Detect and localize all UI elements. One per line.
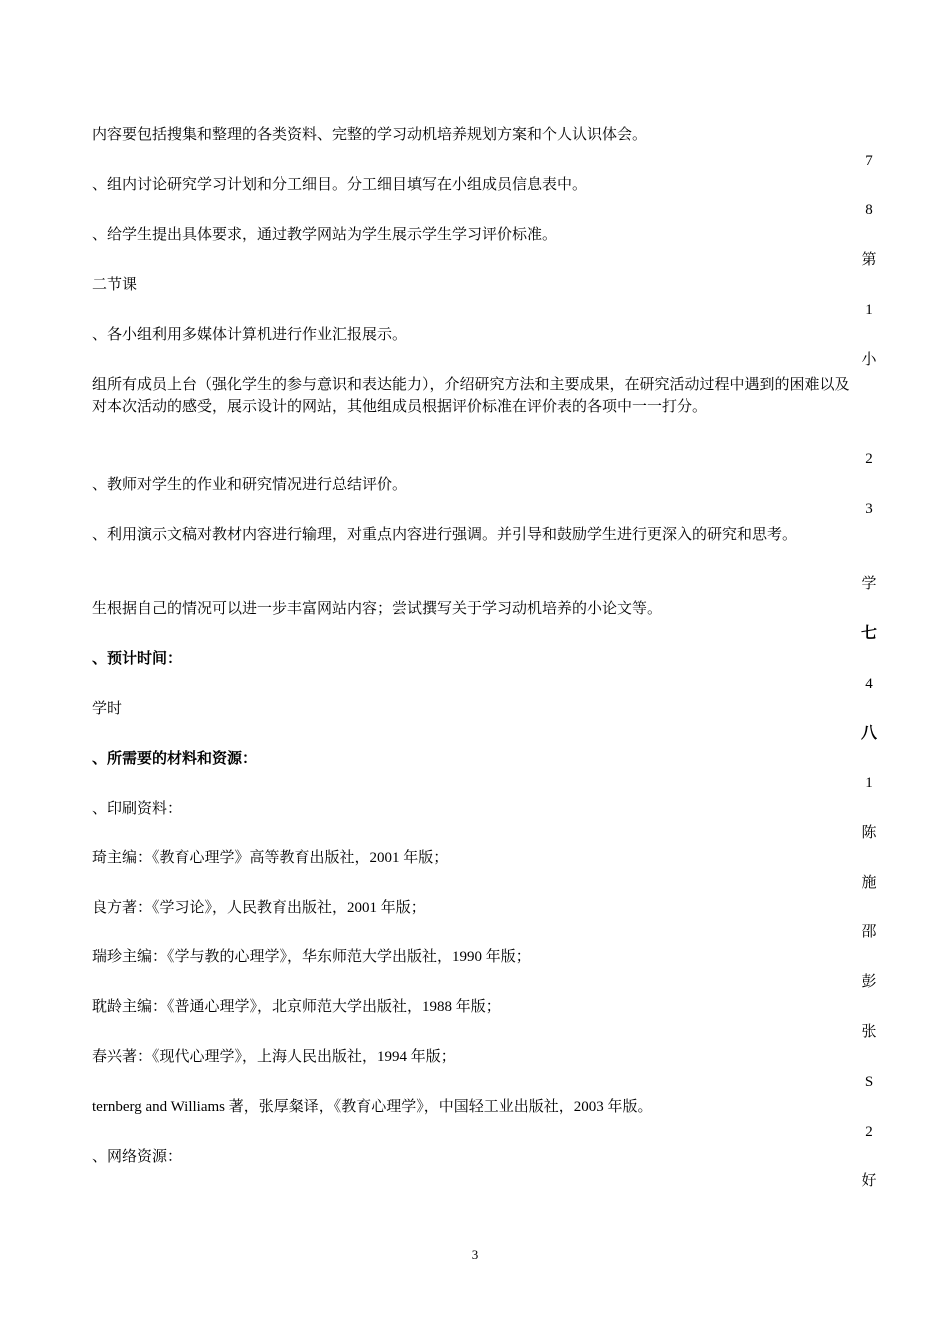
margin-char: 小 bbox=[861, 352, 877, 368]
margin-char: 张 bbox=[861, 1024, 877, 1040]
margin-char: 八 bbox=[860, 725, 877, 742]
margin-char: 2 bbox=[865, 1124, 873, 1140]
margin-char: 施 bbox=[861, 875, 877, 891]
margin-char: S bbox=[864, 1074, 874, 1090]
paragraph-second-lesson: 二节课 bbox=[92, 277, 138, 293]
margin-char: 4 bbox=[865, 676, 873, 692]
margin-char: 学 bbox=[861, 576, 877, 592]
heading-estimated-time: 、预计时间： bbox=[92, 651, 183, 667]
margin-char: 2 bbox=[865, 451, 873, 467]
reference-item: 瑞珍主编：《学与教的心理学》，华东师范大学出版社，1990 年版； bbox=[92, 949, 531, 965]
margin-char: 彭 bbox=[861, 974, 877, 990]
margin-char: 7 bbox=[865, 153, 873, 169]
margin-char: 1 bbox=[865, 302, 873, 318]
paragraph-teacher-evaluation: 、教师对学生的作业和研究情况进行总结评价。 bbox=[92, 477, 408, 493]
paragraph-presentation: 、各小组利用多媒体计算机进行作业汇报展示。 bbox=[92, 327, 408, 343]
margin-char: 七 bbox=[860, 625, 877, 642]
paragraph-requirements: 、给学生提出具体要求，通过教学网站为学生展示学生学习评价标准。 bbox=[92, 227, 558, 243]
reference-item: 良方著：《学习论》，人民教育出版社，2001 年版； bbox=[92, 900, 426, 916]
heading-materials-resources: 、所需要的材料和资源： bbox=[92, 751, 258, 767]
paragraph-members-on-stage: 组所有成员上台（强化学生的参与意识和表达能力），介绍研究方法和主要成果，在研究活动过程中遇到的困难以及对本次活动的感受，展示设计的网站，其他组成员根据评价标准在评价表的各项中一一打分。 bbox=[92, 377, 850, 415]
margin-char: 第 bbox=[861, 252, 877, 268]
reference-item: ternberg and Williams 著，张厚粲译，《教育心理学》，中国轻工业出版社，2003 年版。 bbox=[92, 1099, 653, 1115]
reference-item: 耽龄主编：《普通心理学》，北京师范大学出版社，1988 年版； bbox=[92, 999, 501, 1015]
paragraph-slides-review: 、利用演示文稿对教材内容进行输理，对重点内容进行强调。并引导和鼓励学生进行更深入的研究和思考。 bbox=[92, 527, 798, 543]
paragraph-hours: 学时 bbox=[92, 701, 123, 717]
heading-online-resources: 、网络资源： bbox=[92, 1149, 183, 1165]
reference-item: 琦主编：《教育心理学》高等教育出版社，2001 年版； bbox=[92, 850, 449, 866]
page-number: 3 bbox=[471, 1247, 479, 1262]
margin-char: 邵 bbox=[861, 924, 877, 940]
paragraph-group-discussion: 、组内讨论研究学习计划和分工细目。分工细目填写在小组成员信息表中。 bbox=[92, 177, 588, 193]
margin-char: 8 bbox=[865, 202, 873, 218]
heading-printed-materials: 、印刷资料： bbox=[92, 801, 183, 817]
paragraph-contents: 内容要包括搜集和整理的各类资料、完整的学习动机培养规划方案和个人认识体会。 bbox=[92, 127, 648, 143]
paragraph-student-extension: 生根据自己的情况可以进一步丰富网站内容；尝试撰写关于学习动机培养的小论文等。 bbox=[92, 601, 663, 617]
margin-char: 好 bbox=[861, 1173, 877, 1189]
margin-char: 3 bbox=[865, 501, 873, 517]
reference-item: 春兴著：《现代心理学》，上海人民出版社，1994 年版； bbox=[92, 1049, 456, 1065]
margin-char: 陈 bbox=[861, 825, 877, 841]
margin-char: 1 bbox=[865, 775, 873, 791]
